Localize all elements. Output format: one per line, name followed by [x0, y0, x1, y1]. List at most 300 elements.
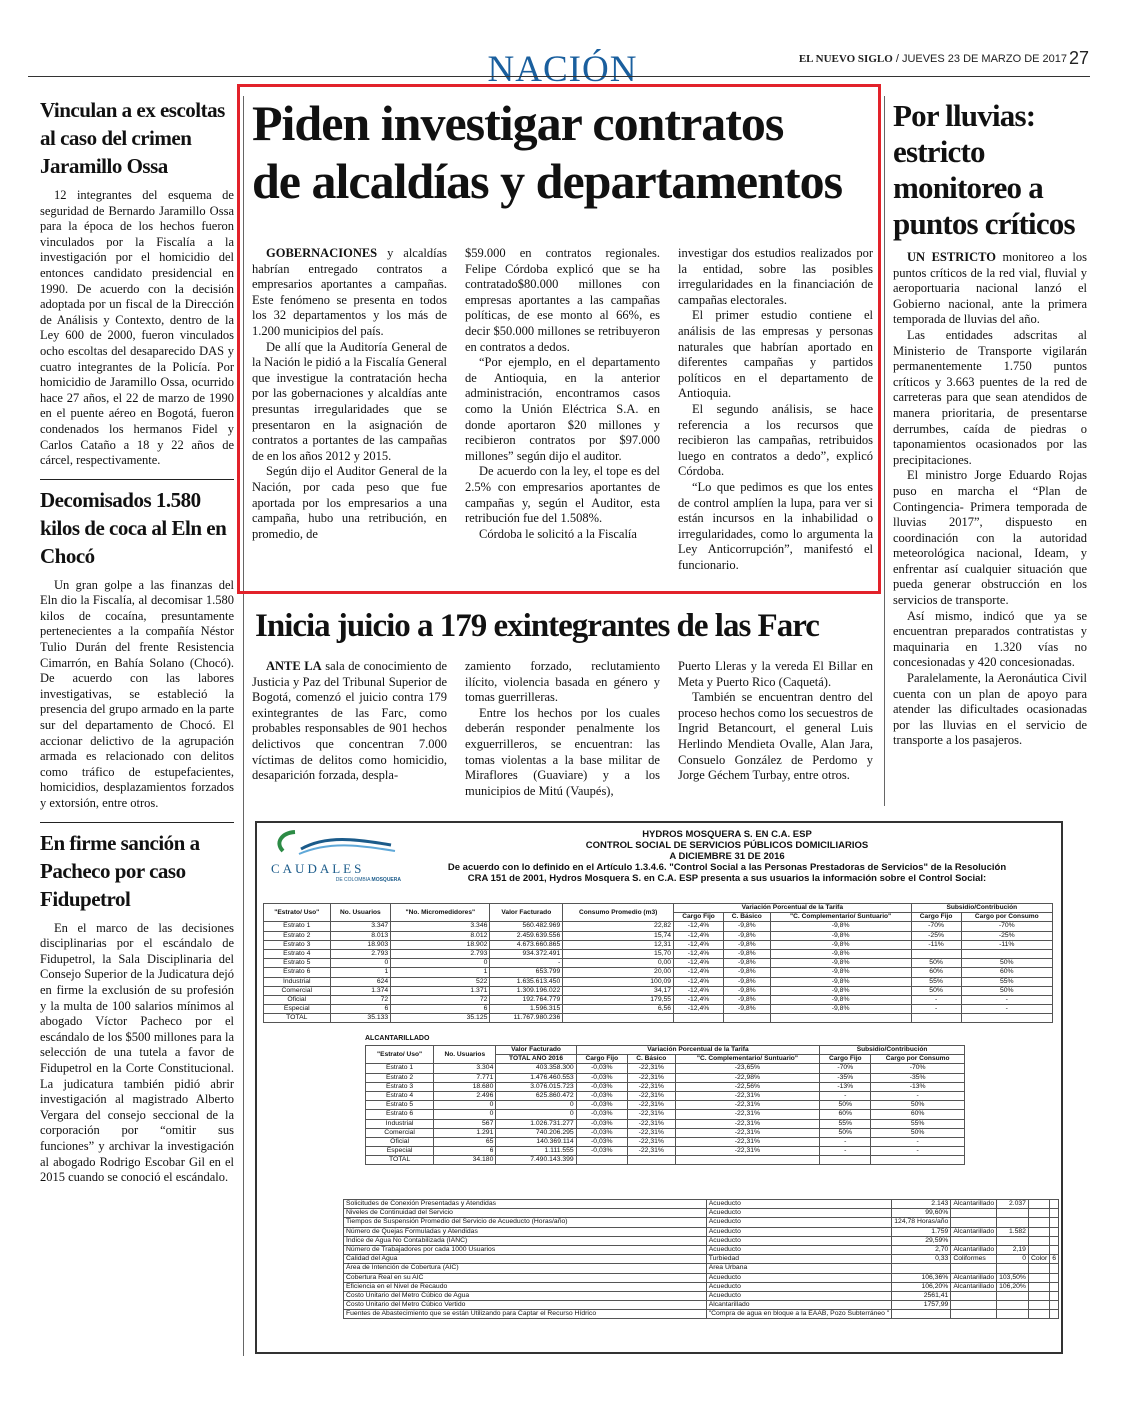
table-cell: 6,56 [563, 1005, 674, 1014]
section-title: NACIÓN [487, 49, 638, 90]
table-cell: 72 [391, 995, 490, 1004]
table-cell: Alcantarillado [951, 1227, 997, 1236]
table-cell: -12,4% [674, 986, 724, 995]
table-cell: Coliformes [951, 1255, 997, 1264]
table-cell: 1 [391, 968, 490, 977]
right-column [893, 98, 1087, 749]
table-cell: - [871, 1137, 965, 1146]
table-cell: 522 [391, 977, 490, 986]
table-cell: Tiempos de Suspensión Promedio del Servicio de Acueducto (Horas/año) [344, 1218, 707, 1227]
table-cell: Estrato 1 [366, 1064, 434, 1073]
table-cell [1050, 1209, 1059, 1218]
table-cell: 1.026.731.277 [496, 1119, 576, 1128]
table-cell: -0,03% [576, 1128, 627, 1137]
table-cell [1050, 1200, 1059, 1209]
table-cell: -22,31% [627, 1137, 675, 1146]
table-cell: -12,4% [674, 949, 724, 958]
story3-body: En el marco de las decisiones disciplinarias por el escándalo de Fidupetrol, la Sala Disciplinaria del Consejo Superior de la Judicatura dejó en firme la exclusión de su profesión y la multa de 100 salarios mínimos al abogado Víctor Pacheco por el escándalo de los $500 millones para la selección de una tutela a favor de Fidupetrol en la Corte Constitucional. La judicatura también pidió abrir investigación al magistrado Alberto Vergara del consejo seccional de la corporación por “omitir sus funciones” y archivar la investigación al abogado Rodrigo Escobar Gil en el 2015 cuando se conoció el escándalo. [40, 920, 234, 1185]
table-cell: 0 [391, 959, 490, 968]
table-cell: -9,8% [770, 949, 911, 958]
table-cell: -25% [911, 931, 961, 940]
table-cell [1028, 1200, 1049, 1209]
table-cell [1050, 1273, 1059, 1282]
table-row [366, 1147, 965, 1156]
table-cell: -22,31% [675, 1091, 820, 1100]
table-cell: -0,03% [576, 1082, 627, 1091]
table-cell: -9,8% [724, 968, 771, 977]
wave-icon [271, 829, 401, 859]
table-cell: - [911, 995, 961, 1004]
table-cell: Oficial [366, 1137, 434, 1146]
table-row [264, 977, 1053, 986]
table-cell: - [820, 1147, 871, 1156]
second-story-col2: zamiento forzado, reclutamiento ilícito, violencia basada en género y tomas guerrilleras. Entre los hechos por los cuales deberán responder penalmente los exguerrilleros, se encuentran: las tomas violentas a la base militar de Miraflores (Guaviare) y a los municipios de Mitú (Vaupés), [465, 659, 660, 798]
table-cell: 50% [961, 959, 1052, 968]
table-cell: 15,70 [563, 949, 674, 958]
table-cell [724, 1014, 771, 1023]
table-cell: -0,03% [576, 1147, 627, 1156]
table-cell [951, 1264, 997, 1273]
table-cell: 0 [434, 1101, 496, 1110]
table-cell: -13% [871, 1082, 965, 1091]
table-cell: 55% [911, 977, 961, 986]
table-cell: 2.793 [330, 949, 391, 958]
story1-title: Vinculan a ex escoltas al caso del crimen Jaramillo Ossa [40, 98, 225, 178]
story2-title: Decomisados 1.580 kilos de coca al Eln en Chocó [40, 487, 227, 568]
table-cell: Estrato 2 [366, 1073, 434, 1082]
table-cell: -9,8% [724, 949, 771, 958]
table-cell: -70% [820, 1064, 871, 1073]
second-headline: Inicia juicio a 179 exintegrantes de las Farc [255, 608, 819, 644]
table-cell: -12,4% [674, 977, 724, 986]
table-row [344, 1264, 1059, 1273]
table-cell [951, 1218, 997, 1227]
table-cell: 567 [434, 1119, 496, 1128]
table-cell: Estrato 4 [366, 1091, 434, 1100]
table-cell [997, 1218, 1029, 1227]
table-cell: 35.133 [330, 1014, 391, 1023]
table-cell [1028, 1227, 1049, 1236]
table-cell [1028, 1273, 1049, 1282]
table-cell: -35% [871, 1073, 965, 1082]
table-cell: -22,31% [627, 1147, 675, 1156]
table-row [366, 1073, 965, 1082]
table-cell: TOTAL [264, 1014, 331, 1023]
table-row [344, 1209, 1059, 1218]
table-cell: 4.673.660.865 [490, 940, 563, 949]
table-cell [674, 1014, 724, 1023]
table-cell: 60% [871, 1110, 965, 1119]
table-row [344, 1245, 1059, 1254]
table-cell: -9,8% [770, 1005, 911, 1014]
table-cell: 1.371 [391, 986, 490, 995]
table-row [344, 1282, 1059, 1291]
table-cell: -22,31% [627, 1064, 675, 1073]
table-cell [1050, 1264, 1059, 1273]
table-cell: 403.358.300 [496, 1064, 576, 1073]
table-cell: - [911, 1005, 961, 1014]
table-cell: Acueducto [706, 1282, 892, 1291]
table-cell: "Compra de agua en bloque a la EAAB, Pozo Subterráneo " [706, 1310, 892, 1319]
table-cell: 0 [330, 959, 391, 968]
table-cell: -0,03% [576, 1110, 627, 1119]
table-cell [961, 1014, 1052, 1023]
table-cell: -22,31% [627, 1073, 675, 1082]
table-cell: 2.143 [892, 1200, 951, 1209]
table-cell: -9,8% [770, 959, 911, 968]
table-cell [951, 1310, 997, 1319]
divider [40, 479, 234, 480]
table-row [366, 1128, 965, 1137]
table-cell [911, 1014, 961, 1023]
table-row [264, 995, 1053, 1004]
table-row [344, 1301, 1059, 1310]
table-cell: Area Urbana [706, 1264, 892, 1273]
table-cell: -9,8% [770, 968, 911, 977]
table-cell: 192.764.779 [490, 995, 563, 1004]
table-cell: 1.635.613.450 [490, 977, 563, 986]
header-rule [28, 76, 1090, 77]
table-row [366, 1091, 965, 1100]
table-cell: Alcantarillado [951, 1200, 997, 1209]
page-number: 27 [1068, 48, 1089, 68]
table-cell: -70% [911, 922, 961, 931]
table-cell: 12,31 [563, 940, 674, 949]
table-cell: - [820, 1137, 871, 1146]
table-cell: 106,20% [997, 1282, 1029, 1291]
table-cell: -9,8% [770, 986, 911, 995]
table-cell: Oficial [264, 995, 331, 1004]
table-cell: -22,31% [675, 1119, 820, 1128]
table-cell: 1.582 [997, 1227, 1029, 1236]
table-cell: Alcantarillado [951, 1245, 997, 1254]
table-cell [1050, 1291, 1059, 1300]
table-cell: - [871, 1091, 965, 1100]
second-story-col1: ANTE LA sala de conocimiento de Justicia y Paz del Tribunal Superior de Bogotá, comenzó el juicio contra 179 exintegrantes de las Farc, como probables responsables de 901 hechos delictivos que concentran 7.000 víctimas de delitos como homicidio, desaparición forzada, despla- [252, 659, 448, 783]
table-cell: -25% [961, 931, 1052, 940]
table-row [264, 931, 1053, 940]
table-cell [961, 949, 1052, 958]
table-cell: 1.111.555 [496, 1147, 576, 1156]
table-cell [997, 1310, 1029, 1319]
table-cell: Alcantarillado [706, 1301, 892, 1310]
table-cell: -13% [820, 1082, 871, 1091]
table-cell [911, 949, 961, 958]
table-cell: -9,8% [770, 931, 911, 940]
table-cell: 100,09 [563, 977, 674, 986]
table-cell: Estrato 5 [264, 959, 331, 968]
table-cell: -0,03% [576, 1137, 627, 1146]
table-cell: 50% [911, 986, 961, 995]
table-cell: 740.206.295 [496, 1128, 576, 1137]
table-cell: -22,31% [627, 1128, 675, 1137]
table-cell: - [961, 1005, 1052, 1014]
table-cell: 50% [871, 1128, 965, 1137]
table-cell: 179,55 [563, 995, 674, 1004]
table-cell: -12,4% [674, 995, 724, 1004]
table-cell: Acueducto [706, 1245, 892, 1254]
table-cell: Calidad del Agua [344, 1255, 707, 1264]
table-cell: -9,8% [724, 940, 771, 949]
table-cell: 624 [330, 977, 391, 986]
table-cell: -22,31% [627, 1082, 675, 1091]
table-cell: 1.476.460.553 [496, 1073, 576, 1082]
right-body: UN ESTRICTO monitoreo a los puntos críticos de la red vial, fluvial y aeroportuaria nacional lanzó el Gobierno nacional, ante la primera temporada de lluvias del año. Las entidades adscritas al Ministerio de Transporte vigilarán permanentemente 1.750 puntos críticos y 3.663 puentes de la red de carreteras para que sean atendidos de manera prioritaria, de presentarse derrumbes, caída de piedras o taponamientos ocasionados por las precipitaciones. El ministro Jorge Eduardo Rojas puso en marcha el “Plan de Contingencia- Primera temporada de lluvias 2017”, dispuesto en coordinación con la autoridad meteorológica nacional, Ideam, y enfrentar así cualquier situación que pueda generar obstrucción en los servicios de transporte. Así mismo, indicó que ya se encuentran preparados contratistas y maquinaria en 1.320 vías no concesionadas y 420 concesionadas. Paralelamente, la Aeronáutica Civil cuenta con un plan de apoyo para atender las dificultades ocasionadas por las lluvias en el servicio de transporte a los pasajeros. [893, 250, 1088, 748]
table-cell: 7.771 [434, 1073, 496, 1082]
table-cell: 60% [820, 1110, 871, 1119]
table-cell [675, 1156, 820, 1165]
table-cell: 3.346 [391, 922, 490, 931]
table-cell: 18.680 [434, 1082, 496, 1091]
table-cell: Eficiencia en el Nivel de Recaudo [344, 1282, 707, 1291]
table-cell: Índice de Agua No Contabilizada (IANC) [344, 1236, 707, 1245]
table-row [264, 986, 1053, 995]
main-story-col2: $59.000 en contratos regionales. Felipe Córdoba explicó que se ha contratado$80.000 millones con empresas aportantes a las campañas políticas, de ese monto al 66%, es decir $50.000 millones se retribuyeron en contratos a dedos. “Por ejemplo, en el departamento de Antioquia, en la anterior administración, encontramos casos como la Unión Eléctrica S.A. en donde aportaron $20 millones y recibieron contratos por $97.000 millones” según dijo el auditor. De acuerdo con la ley, el tope es del 2.5% con empresarios aportantes de campañas y, según el Auditor, esta retribución fue del 1.508%. Córdoba le solicitó a la Fiscalía [465, 246, 660, 541]
ad-heading: HYDROS MOSQUERA S. EN C.A. ESP CONTROL SOCIAL DE SERVICIOS PÚBLICOS DOMICILIARIOS A DICIEMBRE 31 DE 2016 De acuerdo con lo definido en el Artículo 1.3.4.6. "Control Social a las Personas Prestadoras de Servicios" de la Resolución CRA 151 de 2001, Hydros Mosquera S. en C.A. ESP presenta a sus usuarios la información sobre el Control Social: [447, 829, 1007, 884]
table-cell [820, 1156, 871, 1165]
table-cell: -9,8% [724, 922, 771, 931]
table-cell: -9,8% [770, 995, 911, 1004]
table-cell: -0,03% [576, 1101, 627, 1110]
table-cell [1050, 1245, 1059, 1254]
table-cell: 1.374 [330, 986, 391, 995]
newspaper-name: EL NUEVO SIGLO [798, 53, 893, 65]
table-cell: -11% [911, 940, 961, 949]
table-row [264, 1014, 1053, 1023]
table-cell: Fuentes de Abastecimiento que se están Utilizando para Captar el Recurso Hídrico [344, 1310, 707, 1319]
table-cell: 0 [496, 1110, 576, 1119]
indicadores-table [343, 1199, 1059, 1319]
table-cell: 6 [330, 1005, 391, 1014]
table-cell: -12,4% [674, 940, 724, 949]
advertisement [255, 821, 1063, 1354]
table-cell [951, 1291, 997, 1300]
table-cell: 1757,99 [892, 1301, 951, 1310]
table-cell: Industrial [264, 977, 331, 986]
table-cell: Alcantarillado [951, 1273, 997, 1282]
table-cell: 50% [820, 1128, 871, 1137]
table-cell [892, 1264, 951, 1273]
table-cell: 55% [820, 1119, 871, 1128]
table-cell: 2.037 [997, 1200, 1029, 1209]
table-cell: 2,19 [997, 1245, 1029, 1254]
table-cell: Estrato 4 [264, 949, 331, 958]
table-row [264, 922, 1053, 931]
table-cell [627, 1156, 675, 1165]
story1-body: 12 integrantes del esquema de seguridad de Bernardo Jaramillo Ossa para la época de los hechos fueron vinculados por la Fiscalía a la investigación por el homicidio del entonces candidato presidencial en 1990. De acuerdo con la decisión adoptada por un fiscal de la Dirección de Análisis y Contexto, dentro de la Ley 600 de 2000, fueron vinculados ocho escoltas del desaparecido DAS y cuatro integrantes de la Policía. Por homicidio de Jaramillo Ossa, ocurrido hace 27 años, el 22 de marzo de 1990 en el puente aéreo en Bogotá, fueron condenados los hermanos Fidel y Carlos Cataño a 18 y 22 años de cárcel, respectivamente. [40, 188, 234, 468]
table-cell: 0 [496, 1101, 576, 1110]
table-cell: Estrato 6 [366, 1110, 434, 1119]
table-cell: 34.180 [434, 1156, 496, 1165]
table-cell: 18.903 [330, 940, 391, 949]
table-cell: -0,03% [576, 1064, 627, 1073]
table-cell: 35.125 [391, 1014, 490, 1023]
table-cell: -9,8% [724, 977, 771, 986]
table-cell: Acueducto [706, 1218, 892, 1227]
table-cell: TOTAL [366, 1156, 434, 1165]
table-cell: -22,31% [627, 1091, 675, 1100]
table-cell: 34,17 [563, 986, 674, 995]
table-cell: -23,65% [675, 1064, 820, 1073]
table-cell: 653.799 [490, 968, 563, 977]
table-cell: 106,36% [892, 1273, 951, 1282]
table-cell: 1 [330, 968, 391, 977]
table-cell [1050, 1310, 1059, 1319]
table-cell [1028, 1218, 1049, 1227]
table-cell: -9,8% [724, 986, 771, 995]
lead-word: GOBERNACIONES [266, 246, 378, 260]
table-cell: Especial [264, 1005, 331, 1014]
table-cell: 934.372.491 [490, 949, 563, 958]
table-cell: Acueducto [706, 1273, 892, 1282]
table-cell [997, 1301, 1029, 1310]
table-cell: 0 [434, 1110, 496, 1119]
table-cell: 1.309.196.022 [490, 986, 563, 995]
table-cell: 1.291 [434, 1128, 496, 1137]
table-cell: -22,31% [675, 1128, 820, 1137]
table-cell [1028, 1236, 1049, 1245]
table-cell: -9,8% [724, 931, 771, 940]
logo-subtext: DE COLOMBIA MOSQUERA [335, 877, 401, 883]
table-cell: -22,31% [675, 1101, 820, 1110]
main-headline: Piden investigar contratos de alcaldías y departamentos [252, 95, 843, 209]
table-cell: Estrato 6 [264, 968, 331, 977]
table-cell: Solicitudes de Conexión Presentadas y Atendidas [344, 1200, 707, 1209]
table-cell: - [820, 1091, 871, 1100]
table-cell: 72 [330, 995, 391, 1004]
table-cell: 2.459.639.556 [490, 931, 563, 940]
table-cell: -70% [871, 1064, 965, 1073]
table-cell: -0,03% [576, 1073, 627, 1082]
table-cell: Número de Trabajadores por cada 1000 Usuarios [344, 1245, 707, 1254]
table-cell: Turbiedad [706, 1255, 892, 1264]
table-cell: 1.759 [892, 1227, 951, 1236]
table-cell: 50% [871, 1101, 965, 1110]
alcantarillado-table: "Estrato/ Uso" No. Usuarios Valor Facturado Variación Porcentual de la Tarifa Subsidio/Contribución TOTAL AÑO 2016 Cargo Fijo C. Básico "C. Complementario/ Suntuario" Cargo Fijo Cargo por Consumo Estrato 1 3.304 403.358.300 -0,03% -22,31% -23,65% -70% -70% Estrato 2 7.771 1.476.460.553 -0,03% -22,31% -22,98% -35% -35% Estrato 3 18.680 3.076.015.723 -0,03% -22,31% -22,56% -13% -13% Estrato 4 2.496 625.860.472 -0,03% -22,31% -22,31% - - Estrato 5 0 0 -0,03% -22,31% -22,31% 50% 50% Estrato 6 0 0 -0,03% -22,31% -22,31% 60% 60% Industrial 567 1.026.731.277 -0,03% -22,31% -22,31% 55% 55% Comercial 1.291 740.206.295 -0,03% -22,31% -22,31% 50% 50% Oficial 65 140.369.114 -0,03% -22,31% -22,31% - - Especial 6 1.111.555 -0,03% -22,31% -22,31% - - TOTAL 34.180 7.490.143.399 [365, 1045, 965, 1165]
table-cell: -22,31% [675, 1110, 820, 1119]
table-cell: Acueducto [706, 1200, 892, 1209]
table-cell [1050, 1227, 1059, 1236]
table-cell [576, 1156, 627, 1165]
table-cell: -9,8% [724, 995, 771, 1004]
table-row [344, 1200, 1059, 1209]
table-cell [951, 1236, 997, 1245]
table-cell: Área de Intención de Cobertura (AIC) [344, 1264, 707, 1273]
column-rule [884, 96, 885, 806]
alcantarillado-label: ALCANTARILLADO [365, 1035, 430, 1042]
table-cell [1050, 1218, 1059, 1227]
table-cell: 99,60% [892, 1209, 951, 1218]
table-cell: 55% [961, 977, 1052, 986]
table-cell: -0,03% [576, 1091, 627, 1100]
table-cell: -9,8% [770, 940, 911, 949]
table-cell: Acueducto [706, 1209, 892, 1218]
table-cell: -12,4% [674, 968, 724, 977]
table-cell: 50% [961, 986, 1052, 995]
table-cell [892, 1310, 951, 1319]
table-cell [1028, 1245, 1049, 1254]
second-story-col3: Puerto Lleras y la vereda El Billar en Meta y Puerto Rico (Caquetá). También se encuentran dentro del proceso hechos como los secuestros de Ingrid Betancourt, el general Luis Herlindo Mendieta Ovalle, Alan Jara, Consuelo González de Perdomo y Jorge Géchem Turbay, entre otros. [678, 659, 873, 783]
main-story-col1: GOBERNACIONES y alcaldías habrían entregado contratos a empresarios aportantes a campañas. Este fenómeno se presenta en todos los 32 departamentos y los más de 1.200 municipios del país. De allí que la Auditoría General de la Nación le pidió a la Fiscalía General que investigue la contratación hecha por las gobernaciones y alcaldías ante presuntas irregularidades que se presentaron en la asignación de contratos a portantes de las campañas de en los años 2012 y 2015. Según dijo el Auditor General de la Nación, por cada peso que fue aportada por los empresarios a una campaña, hubo una retribución, en promedio, de [252, 246, 447, 541]
table-cell: Estrato 5 [366, 1101, 434, 1110]
table-row [366, 1119, 965, 1128]
table-cell: -9,8% [724, 959, 771, 968]
table-cell: 60% [911, 968, 961, 977]
table-cell: 11.767.980.236 [490, 1014, 563, 1023]
table-row [344, 1273, 1059, 1282]
table-cell: 15,74 [563, 931, 674, 940]
table-cell [997, 1209, 1029, 1218]
table-row [344, 1227, 1059, 1236]
table-cell: Especial [366, 1147, 434, 1156]
table-row [366, 1082, 965, 1091]
table-cell: -22,98% [675, 1073, 820, 1082]
table-row [264, 940, 1053, 949]
table-cell: Número de Quejas Formuladas y Atendidas [344, 1227, 707, 1236]
table-row [366, 1137, 965, 1146]
table-cell: -35% [820, 1073, 871, 1082]
table-cell: 3.076.015.723 [496, 1082, 576, 1091]
table-row [344, 1291, 1059, 1300]
table-cell: 0,33 [892, 1255, 951, 1264]
table-cell: 0 [997, 1255, 1029, 1264]
table-cell: Estrato 2 [264, 931, 331, 940]
table-cell: - [871, 1147, 965, 1156]
table-cell: 65 [434, 1137, 496, 1146]
table-cell: 50% [911, 959, 961, 968]
table-row [264, 959, 1053, 968]
table-cell: -70% [961, 922, 1052, 931]
table-cell: Acueducto [706, 1291, 892, 1300]
table-cell: -22,31% [675, 1137, 820, 1146]
table-cell: 18.902 [391, 940, 490, 949]
table-cell [997, 1264, 1029, 1273]
table-cell [997, 1236, 1029, 1245]
table-cell: 0,00 [563, 959, 674, 968]
table-row [264, 949, 1053, 958]
table-cell: -12,4% [674, 931, 724, 940]
caudales-logo [271, 829, 401, 883]
issue-date: / JUEVES 23 DE MARZO DE 2017 [895, 53, 1067, 65]
table-cell: Estrato 3 [264, 940, 331, 949]
table-cell: - [490, 959, 563, 968]
table-cell: Comercial [264, 986, 331, 995]
table-cell [1050, 1301, 1059, 1310]
acueducto-table: "Estrato/ Uso" No. Usuarios "No. Micromedidores" Valor Facturado Consumo Promedio (m3) Variación Porcentual de la Tarifa Subsidio/Contribución Cargo Fijo C. Básico "C. Complementario/ Suntuario" Cargo Fijo Cargo por Consumo Estrato 1 3.347 3.346 560.482.969 22,82 -12,4% -9,8% -9,8% -70% -70% Estrato 2 8.013 8.012 2.459.639.556 15,74 -12,4% -9,8% -9,8% -25% -25% Estrato 3 18.903 18.902 4.673.660.865 12,31 -12,4% -9,8% -9,8% -11% -11% Estrato 4 2.793 2.793 934.372.491 15,70 -12,4% -9,8% -9,8% Estrato 5 0 0 - 0,00 -12,4% -9,8% -9,8% 50% 50% Estrato 6 1 1 653.799 20,00 -12,4% -9,8% -9,8% 60% 60% Industrial 624 522 1.635.613.450 100,09 -12,4% -9,8% -9,8% 55% 55% Comercial 1.374 1.371 1.309.196.022 34,17 -12,4% -9,8% -9,8% 50% 50% Oficial 72 72 192.764.779 179,55 -12,4% -9,8% -9,8% - - Especial 6 6 1.596.315 6,56 -12,4% -9,8% -9,8% - - TOTAL 35.133 35.125 11.767.980.236 [263, 903, 1053, 1023]
table-cell: -0,03% [576, 1119, 627, 1128]
table-cell: -12,4% [674, 959, 724, 968]
table-cell: -12,4% [674, 1005, 724, 1014]
table-cell: 8.012 [391, 931, 490, 940]
table-cell [1028, 1282, 1049, 1291]
table-cell [1050, 1282, 1059, 1291]
table-cell: 2.793 [391, 949, 490, 958]
table-cell: -22,31% [627, 1119, 675, 1128]
table-cell [770, 1014, 911, 1023]
table-cell: 22,82 [563, 922, 674, 931]
table-cell: 2561,41 [892, 1291, 951, 1300]
table-row [264, 968, 1053, 977]
table-row [344, 1218, 1059, 1227]
table-row [264, 1005, 1053, 1014]
table-cell: 124,78 Horas/año [892, 1218, 951, 1227]
table-cell: -9,8% [724, 1005, 771, 1014]
masthead [799, 53, 1067, 65]
table-cell: Comercial [366, 1128, 434, 1137]
table-row [366, 1156, 965, 1165]
table-row [344, 1236, 1059, 1245]
table-cell [1028, 1264, 1049, 1273]
